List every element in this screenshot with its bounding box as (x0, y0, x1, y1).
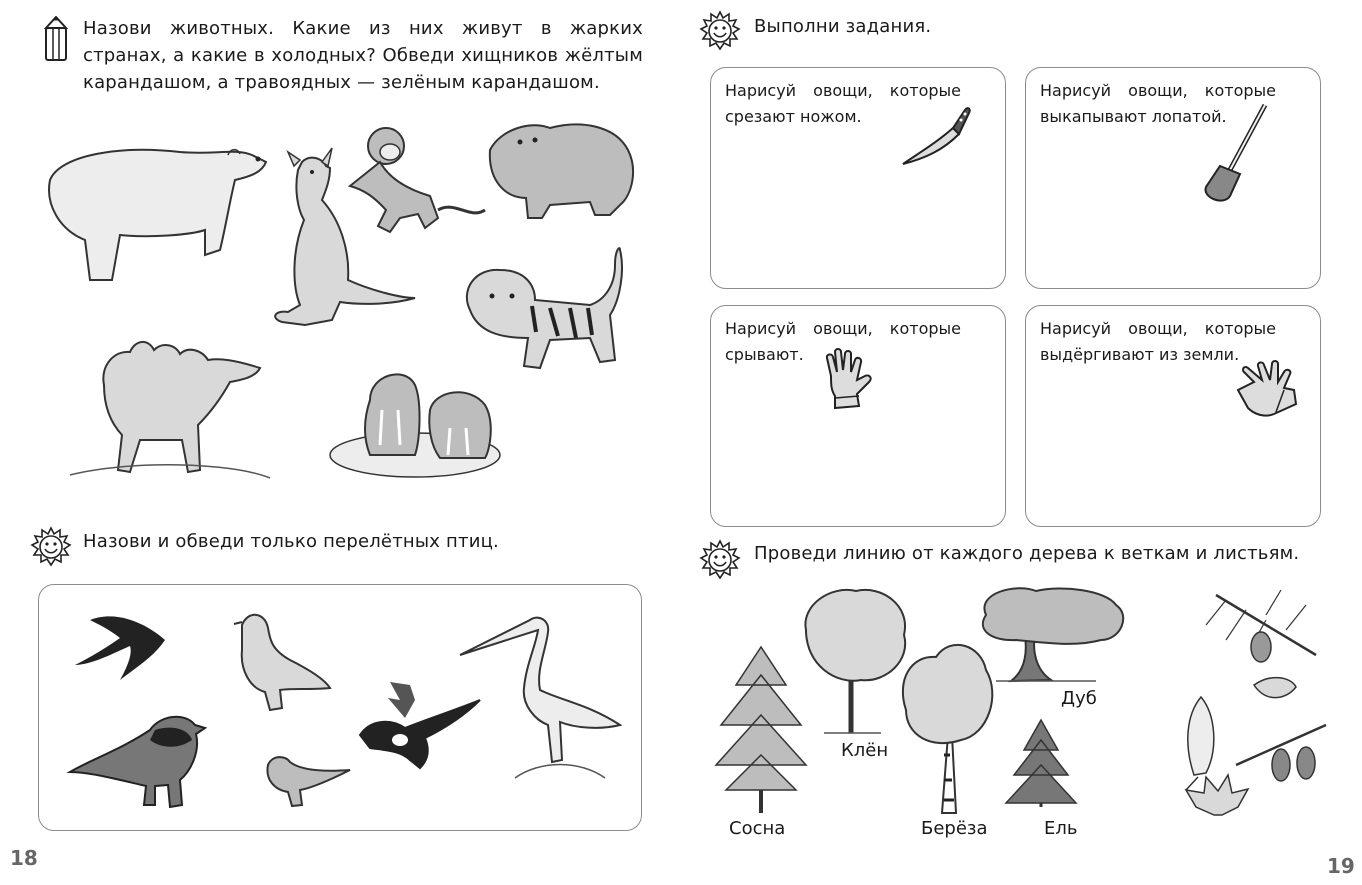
pencil-icon (42, 16, 70, 62)
card-knife (710, 67, 1006, 289)
spruce-tree (1006, 720, 1076, 807)
shovel-icon (1200, 102, 1270, 206)
hippo (490, 124, 633, 218)
swallow (75, 616, 165, 680)
tiger (467, 248, 622, 368)
task-vegetables-text: Выполни задания. (754, 16, 932, 37)
birch-leaf (1254, 678, 1296, 698)
glove-icon (1234, 360, 1300, 418)
tree-label-birch: Берёза (921, 818, 988, 839)
knife-icon (901, 98, 971, 168)
smiley-sun-icon (30, 526, 72, 568)
card-shovel (1025, 67, 1321, 289)
pine-tree (716, 647, 806, 813)
kangaroo (275, 148, 415, 325)
task-birds-text: Назови и обведи только перелётных птиц. (83, 531, 499, 552)
pigeon (234, 615, 330, 710)
sparrow (267, 757, 350, 806)
oak-tree (983, 588, 1123, 681)
tree-label-pine: Сосна (729, 818, 786, 839)
glove-icon (821, 346, 887, 412)
tree-label-maple: Клён (841, 740, 889, 761)
oak-leaf (1186, 697, 1214, 790)
maple-tree (805, 590, 905, 733)
smiley-sun-icon (699, 10, 741, 52)
card-text: Нарисуй овощи, которые срывают. (725, 319, 961, 364)
stork (460, 618, 620, 778)
tree-label-oak: Дуб (1061, 688, 1097, 709)
task-trees-text: Проведи линию от каждого дерева к веткам и листьям. (754, 543, 1300, 564)
smiley-sun-icon (699, 539, 741, 581)
crow (70, 717, 205, 807)
card-text: Нарисуй овощи, которые выдёргивают из земли. (1040, 319, 1276, 364)
magpie (360, 682, 480, 768)
card-text: Нарисуй овощи, которые срезают ножом. (725, 81, 961, 126)
right-page (681, 0, 1362, 885)
page-number: 18 (10, 846, 38, 870)
birds-illustration (60, 600, 630, 820)
polar-bear (49, 150, 266, 280)
tree-label-spruce: Ель (1044, 818, 1078, 839)
trees-illustration (706, 585, 1336, 825)
birch-tree (903, 645, 992, 813)
animals-illustration (30, 110, 650, 500)
card-glove-pull (1025, 305, 1321, 527)
camel (70, 342, 270, 478)
walruses (330, 374, 500, 477)
spruce-branch (1236, 725, 1326, 781)
page-number: 19 (1327, 854, 1355, 878)
pine-branch (1206, 590, 1316, 662)
monkey (350, 128, 485, 232)
task-animals-text: Назови животных. Какие из них живут в жарких странах, а какие в холодных? Обведи хищников жёлтым карандашом, а травоядных — зелёным карандашом. (83, 18, 643, 93)
card-text: Нарисуй овощи, которые выкапывают лопатой. (1040, 81, 1276, 126)
card-glove-pick (710, 305, 1006, 527)
